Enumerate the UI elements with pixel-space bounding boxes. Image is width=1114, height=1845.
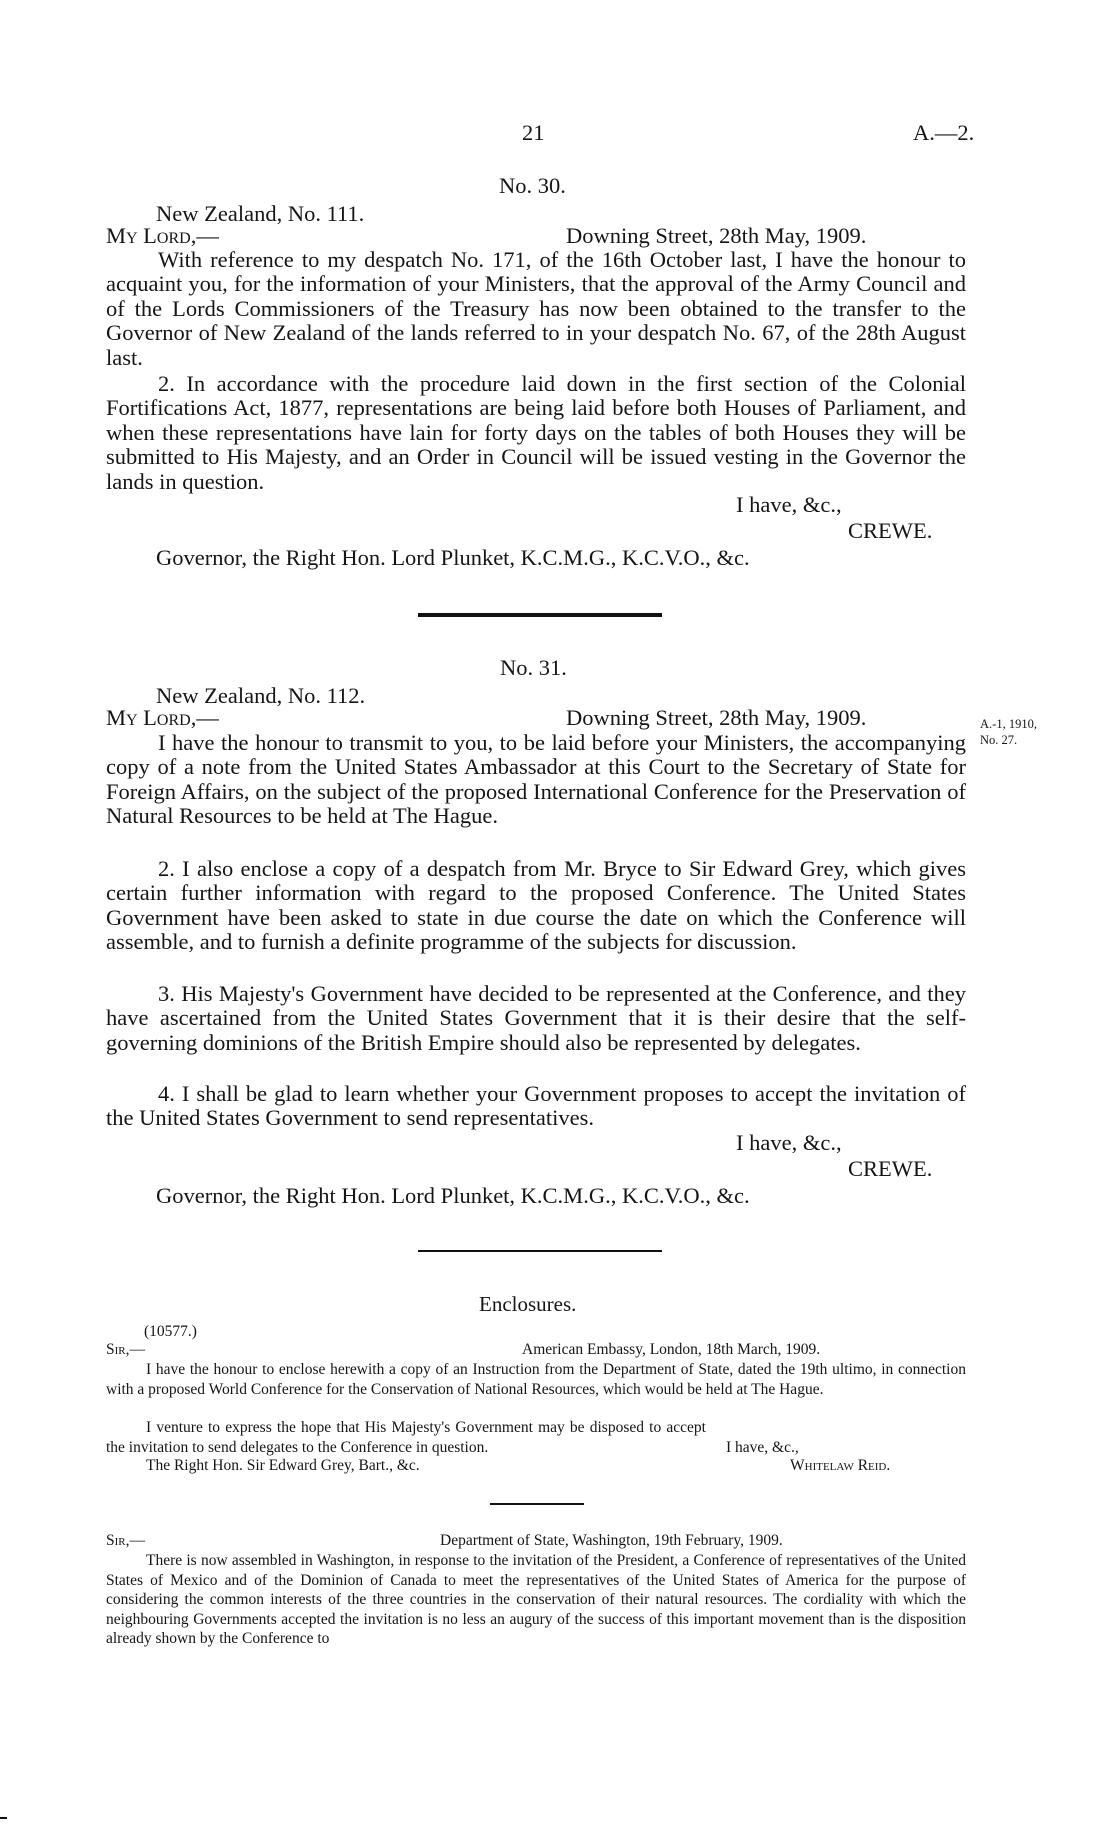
enclosure-1-salutation: Sir,— <box>106 1341 145 1358</box>
despatch-31-signature: CREWE. <box>848 1156 933 1181</box>
scan-mark <box>0 1817 7 1819</box>
section-divider-thick <box>418 613 662 617</box>
despatch-31-paragraph-2: 2. I also enclose a copy of a despatch from Mr. Bryce to Sir Edward Grey, which gives certain further information with regard to the proposed Conference. The United States Government have been asked to state in due course the date on which the Conference will assemble, and to furnish a definite programme of the subjects for discussion. <box>106 856 966 955</box>
margin-reference: A.-1, 1910, <box>980 717 1037 731</box>
despatch-31-paragraph-1: I have the honour to transmit to you, to be laid before your Ministers, the accompanying copy of a note from the United States Ambassador at this Court to the Secretary of State for Foreign Affairs, on the subject of the proposed International Conference for the Preservation of Natural Resources to be held at The Hague. <box>106 730 966 829</box>
despatch-31-addressee: Governor, the Right Hon. Lord Plunket, K.C.M.G., K.C.V.O., &c. <box>156 1183 750 1208</box>
despatch-30-place-date: Downing Street, 28th May, 1909. <box>566 223 867 248</box>
enclosure-1-closing: I have, &c., <box>726 1439 799 1456</box>
despatch-30-ref: New Zealand, No. 111. <box>156 201 365 226</box>
despatch-30-signature: CREWE. <box>848 518 933 543</box>
despatch-31-number: No. 31. <box>500 655 567 680</box>
despatch-30-salutation: My Lord,— <box>106 223 219 248</box>
enclosure-1-place-date: American Embassy, London, 18th March, 1909. <box>522 1341 821 1358</box>
despatch-30-closing: I have, &c., <box>736 492 842 517</box>
enclosure-1-signature: Whitelaw Reid. <box>790 1457 891 1474</box>
enclosure-2-place-date: Department of State, Washington, 19th February, 1909. <box>440 1532 783 1549</box>
despatch-30-paragraph-1: With reference to my despatch No. 171, of the 16th October last, I have the honour to acquaint you, for the information of your Ministers, that the approval of the Army Council and of the Lords Commissioners of the Treasury has now been obtained to the transfer to the Governor of New Zealand of the lands referred to in your despatch No. 67, of the 28th August last. <box>106 247 966 370</box>
despatch-31-paragraph-3: 3. His Majesty's Government have decided to be represented at the Conference, and they have ascertained from the United States Government that it is their desire that the self-governing dominions of the British Empire should also be represented by delegates. <box>106 981 966 1055</box>
enclosure-2-paragraph: There is now assembled in Washington, in response to the invitation of the President, a Conference of representatives of the United States of Mexico and of the Dominion of Canada to meet the representatives of the United States of America for the purpose of considering the common interests of the three countries in the conservation of their natural resources. The cordiality with which the neighbouring Governments accepted the invitation is no less an augury of the success of this important movement than is the disposition already shown by the Conference to <box>106 1552 966 1648</box>
enclosure-1-ref: (10577.) <box>144 1323 197 1340</box>
despatch-31-closing: I have, &c., <box>736 1130 842 1155</box>
enclosure-divider <box>490 1503 584 1505</box>
section-divider-thin <box>418 1250 662 1252</box>
enclosures-heading: Enclosures. <box>479 1292 577 1316</box>
enclosure-1-paragraph-1: I have the honour to enclose herewith a copy of an Instruction from the Department of State, dated the 19th ultimo, in connection with a proposed World Conference for the Conservation of National Resources, which would be held at The Hague. <box>106 1361 966 1398</box>
paper-reference: A.—2. <box>913 120 975 145</box>
page-number: 21 <box>522 120 545 145</box>
despatch-30-addressee: Governor, the Right Hon. Lord Plunket, K.C.M.G., K.C.V.O., &c. <box>156 545 750 570</box>
despatch-31-paragraph-4: 4. I shall be glad to learn whether your Government proposes to accept the invitation of the United States Government to send representatives. <box>106 1081 966 1131</box>
despatch-31-ref: New Zealand, No. 112. <box>156 683 366 708</box>
enclosure-1-addressee: The Right Hon. Sir Edward Grey, Bart., &c. <box>146 1457 420 1474</box>
despatch-30-paragraph-2: 2. In accordance with the procedure laid down in the first section of the Colonial Fortifications Act, 1877, representations are being laid before both Houses of Parliament, and when these representations have lain for forty days on the tables of both Houses they will be submitted to His Majesty, and an Order in Council will be issued vesting in the Governor the lands in question. <box>106 371 966 494</box>
despatch-31-place-date: Downing Street, 28th May, 1909. <box>566 705 867 730</box>
despatch-31-salutation: My Lord,— <box>106 705 219 730</box>
enclosure-1-paragraph-2: I venture to express the hope that His Majesty's Government may be disposed to accept the invitation to send delegates to the Conference in question. <box>106 1419 706 1456</box>
enclosure-2-salutation: Sir,— <box>106 1532 145 1549</box>
margin-reference-number: No. 27. <box>980 733 1018 747</box>
despatch-30-number: No. 30. <box>499 173 566 198</box>
